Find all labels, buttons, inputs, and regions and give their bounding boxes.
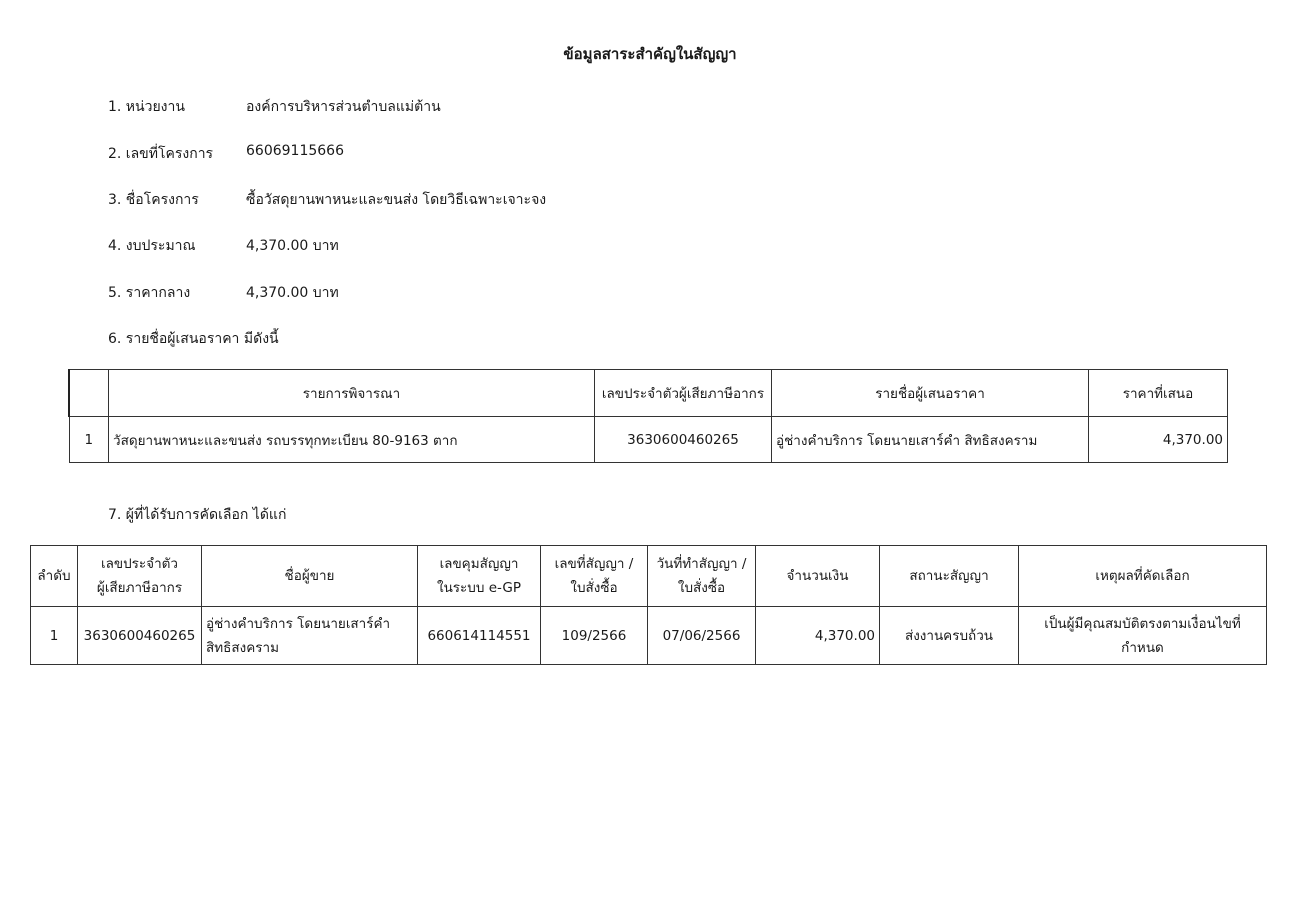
table-row [69,417,1228,463]
cell-seller-line1: อู่ช่างคำบริการ โดยนายเสาร์คำ [206,615,391,632]
header-contract-no-line2: ใบสั่งซื้อ [570,580,618,596]
header-contract-date-line1: วันที่ทำสัญญา / [656,556,747,572]
cell-bidder: อู่ช่างคำบริการ โดยนายเสาร์คำ สิทธิสงคราม [772,417,1089,463]
header-control-line1: เลขคุมสัญญา [439,556,519,572]
info-label: 4. งบประมาณ [108,238,196,254]
info-value: 4,370.00 บาท [246,285,339,301]
header-status: สถานะสัญญา [880,546,1019,607]
cell-tax-id: 3630600460265 [595,417,772,463]
header-contract-no [541,546,648,607]
table-header-row [31,546,1267,607]
cell-index: 1 [69,417,109,463]
header-bidder: รายชื่อผู้เสนอราคา [772,370,1089,417]
info-label: 1. หน่วยงาน [108,99,185,115]
document-title: ข้อมูลสาระสำคัญในสัญญา [563,45,737,63]
header-seller: ชื่อผู้ขาย [202,546,418,607]
info-value: ซื้อวัสดุยานพาหนะและขนส่ง โดยวิธีเฉพาะเจาะจง [246,192,547,208]
header-amount: จำนวนเงิน [756,546,880,607]
header-tax-id-line2: ผู้เสียภาษีอากร [96,580,183,596]
header-tax-id-line1: เลขประจำตัว [100,556,179,572]
cell-seller-line2: สิทธิสงคราม [206,639,279,656]
info-label: 3. ชื่อโครงการ [108,192,199,208]
cell-tax-id: 3630600460265 [78,607,202,665]
cell-no: 1 [31,607,78,665]
section-winner-heading: 7. ผู้ที่ได้รับการคัดเลือก ได้แก่ [108,507,287,523]
cell-control: 660614114551 [418,607,541,665]
header-no: ลำดับ [31,546,78,607]
info-label: 2. เลขที่โครงการ [108,146,214,162]
table-header-row [69,370,1228,417]
cell-seller [202,607,418,665]
cell-item: วัสดุยานพาหนะและขนส่ง รถบรรทุกทะเบียน 80-9163 ตาก [109,417,595,463]
cell-contract-no: 109/2566 [541,607,648,665]
info-value: องค์การบริหารส่วนตำบลแม่ต้าน [246,99,441,115]
info-label: 5. ราคากลาง [108,285,191,301]
header-contract-date [648,546,756,607]
header-reason: เหตุผลที่คัดเลือก [1019,546,1267,607]
info-value: 4,370.00 บาท [246,238,339,254]
header-contract-no-line1: เลขที่สัญญา / [554,556,634,572]
winner-table [30,545,1267,665]
bidders-table [68,369,1228,463]
header-item: รายการพิจารณา [109,370,595,417]
section-bidders-heading: 6. รายชื่อผู้เสนอราคา มีดังนี้ [108,331,279,347]
cell-price: 4,370.00 [1089,417,1228,463]
header-control-line2: ในระบบ e-GP [436,580,522,596]
header-index [69,370,109,417]
header-price: ราคาที่เสนอ [1089,370,1228,417]
header-tax-id [78,546,202,607]
cell-contract-date: 07/06/2566 [648,607,756,665]
cell-reason: เป็นผู้มีคุณสมบัติตรงตามเงื่อนไขที่กำหนด [1019,607,1267,665]
info-value: 66069115666 [246,143,344,159]
header-tax-id: เลขประจำตัวผู้เสียภาษีอากร [595,370,772,417]
cell-amount: 4,370.00 [756,607,880,665]
header-contract-date-line2: ใบสั่งซื้อ [677,580,726,596]
table-row [31,607,1267,665]
cell-status: ส่งงานครบถ้วน [880,607,1019,665]
header-control [418,546,541,607]
